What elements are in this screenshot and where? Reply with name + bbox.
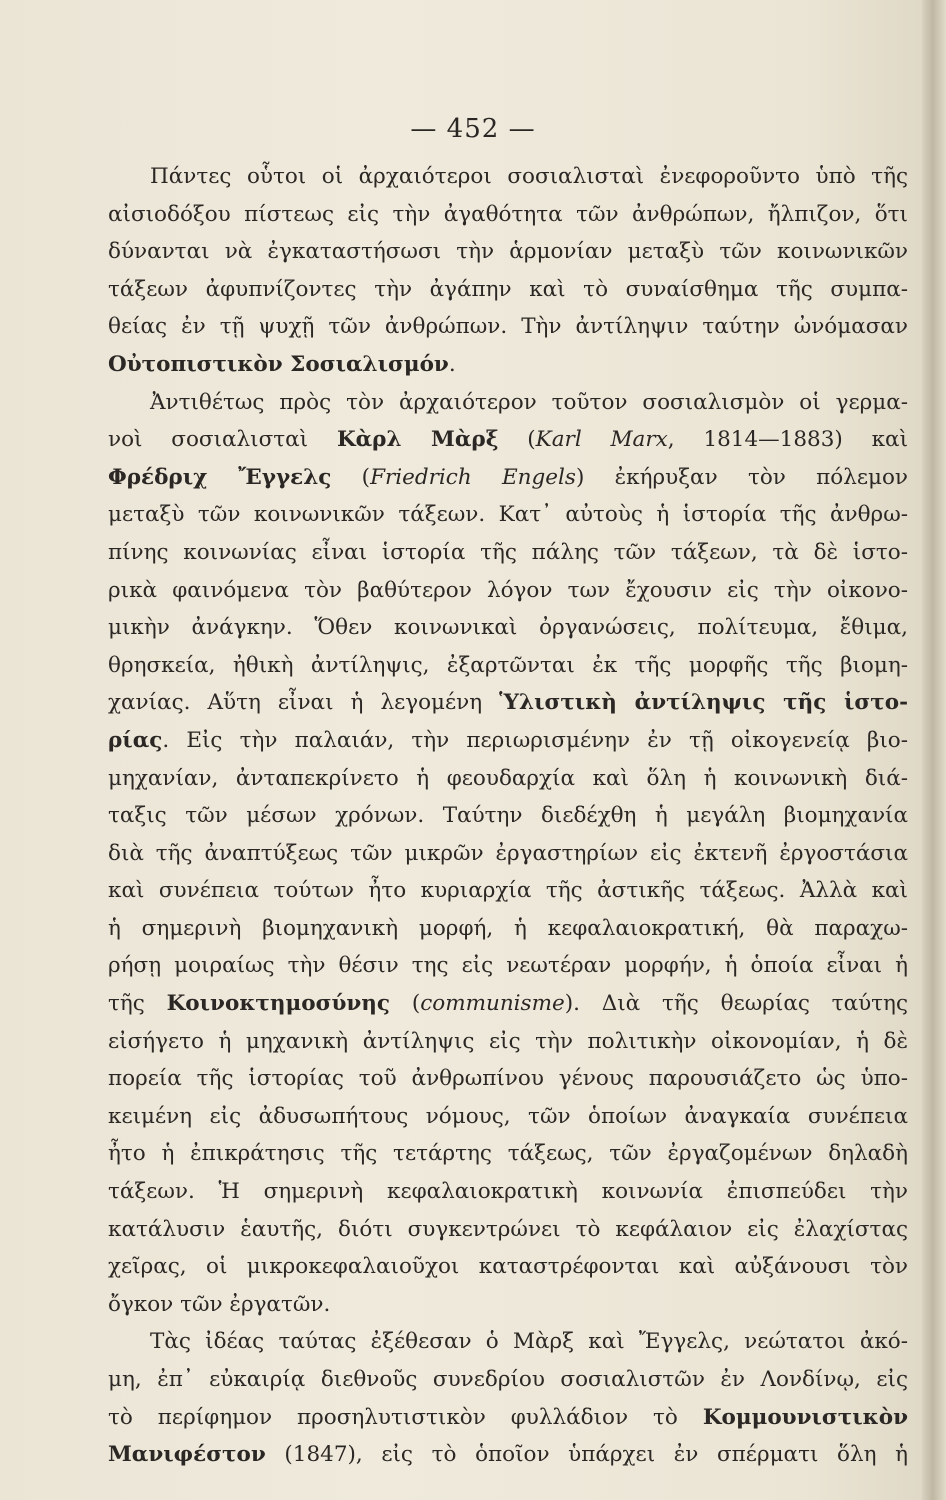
text-line [108,684,908,722]
text-line [108,1173,908,1211]
text-span: τάξεων. Ἡ σημερινὴ κεφαλαιοκρατικὴ κοινωνία ἐπισπεύδει τὴν [108,1179,908,1205]
text-span: πίνης κοινωνίας εἶναι ἱστορία τῆς πάλης τῶν τάξεων, τὰ δὲ ἱστο- [108,539,908,565]
text-span: ἦτο ἡ ἐπικράτησις τῆς τετάρτης τάξεως, τῶν ἐργαζομένων δηλαδὴ [108,1141,908,1167]
text-span: Πάντες οὗτοι οἱ ἀρχαιότεροι σοσιαλισταὶ ἐνεφοροῦντο ὑπὸ τῆς [150,164,908,189]
text-line [108,534,908,572]
text-line [108,158,908,196]
text-span: χανίας. Αὕτη εἶναι ἡ λεγομένη [108,690,500,716]
text-line [108,496,908,534]
text-line [108,947,908,985]
text-span: ( [331,464,371,490]
bold-term: Οὐτοπιστικὸν Σοσιαλισμόν [108,351,449,377]
text-line [108,1286,908,1324]
text-span: ( [498,427,536,453]
page-number: — 452 — [410,114,536,144]
text-line [108,1211,908,1249]
italic-term: Karl Marx [535,427,668,453]
text-line [108,1436,908,1474]
text-span: ταξις τῶν μέσων χρόνων. Ταύτην διεδέχθη ἡ μεγάλη βιομηχανία [108,803,908,829]
text-line [108,910,908,948]
bold-term: Ὑλιστικὴ ἀντίληψις τῆς ἱστο- [499,690,908,716]
text-line [108,835,908,873]
text-line [108,872,908,910]
text-span: ρήσῃ μοιραίως τὴν θέσιν της εἰς νεωτέραν μορφήν, ἡ ὁποία εἶναι ἡ [108,953,908,979]
text-line [108,760,908,798]
bold-term: Κὰρλ Μὰρξ [336,427,499,453]
text-span: καὶ συνέπεια τούτων ἦτο κυριαρχία τῆς ἀστικῆς τάξεως. Ἀλλὰ καὶ [108,878,908,904]
text-span: Τὰς ἰδέας ταύτας ἐξέθεσαν ὁ Μὰρξ καὶ Ἔγγελς, νεώτατοι ἀκό- [150,1329,908,1355]
text-span: μικὴν ἀνάγκην. Ὅθεν κοινωνικαὶ ὀργανώσεις, πολίτευμα, ἔθιμα, [108,615,908,641]
text-line [108,1060,908,1098]
text-span: ). Διὰ τῆς θεωρίας ταύτης [564,991,908,1017]
text-line [108,1323,908,1361]
text-line [108,346,908,384]
text-span: ἡ σημερινὴ βιομηχανικὴ μορφή, ἡ κεφαλαιοκρατική, θὰ παραχω- [108,915,908,941]
bold-term: Κομμουνιστικὸν [702,1404,908,1430]
text-span: κατάλυσιν ἑαυτῆς, διότι συγκεντρώνει τὸ κεφάλαιον εἰς ἐλαχίστας [108,1216,908,1242]
text-span: μηχανίαν, ἀνταπεκρίνετο ἡ φεουδαρχία καὶ ὅλη ἡ κοινωνικὴ διά- [108,765,908,791]
text-span: εἰσήγετο ἡ μηχανικὴ ἀντίληψις εἰς τὴν πολιτικὴν οἰκονομίαν, ἡ δὲ [108,1028,908,1054]
text-line [108,1023,908,1061]
text-line [108,196,908,234]
text-span: (1847), εἰς τὸ ὁποῖον ὑπάρχει ἐν σπέρματι ὅλη ἡ [265,1442,908,1468]
text-span: κειμένη εἰς ἀδυσωπήτους νόμους, τῶν ὁποίων ἀναγκαία συνέπεια [108,1103,908,1129]
body-text [108,158,908,1474]
text-line [108,609,908,647]
text-span: χεῖρας, οἱ μικροκεφαλαιοῦχοι καταστρέφονται καὶ αὐξάνουσι τὸν [108,1254,908,1280]
text-span: . Εἰς τὴν παλαιάν, τὴν περιωρισμένην ἐν τῇ οἰκογενείᾳ βιο- [162,727,908,753]
text-line [108,797,908,835]
italic-term: communisme [420,991,565,1017]
bold-term: Μανιφέστον [108,1442,266,1468]
text-span: ὄγκον τῶν ἐργατῶν. [108,1291,331,1317]
italic-term: Friedrich Engels [370,464,576,490]
text-line [108,233,908,271]
text-span: Ἀντιθέτως πρὸς τὸν ἀρχαιότερον τοῦτον σοσιαλισμὸν οἱ γερμα- [150,389,908,415]
text-span: ) ἐκήρυξαν τὸν πόλεμον [575,464,908,490]
text-line [108,1135,908,1173]
text-span: θείας ἐν τῇ ψυχῇ τῶν ἀνθρώπων. Τὴν ἀντίληψιν ταύτην ὠνόμασαν [108,314,908,340]
text-line [108,722,908,760]
text-span: μεταξὺ τῶν κοινωνικῶν τάξεων. Κατ᾽ αὐτοὺς ἡ ἱστορία τῆς ἀνθρω- [108,502,908,528]
bold-term: Φρέδριχ Ἔγγελς [108,464,332,490]
text-span: μη, ἐπ᾽ εὐκαιρίᾳ διεθνοῦς συνεδρίου σοσιαλιστῶν ἐν Λονδίνῳ, εἰς [108,1367,908,1392]
text-line [108,271,908,309]
text-line [108,308,908,346]
text-line [108,1399,908,1437]
text-span: δύνανται νὰ ἐγκαταστήσωσι τὴν ἁρμονίαν μεταξὺ τῶν κοινωνικῶν [108,239,908,265]
text-span: τὸ περίφημον προσηλυτιστικὸν φυλλάδιον τὸ [108,1404,703,1430]
text-line [108,572,908,610]
text-line [108,1098,908,1136]
text-span: ( [390,991,421,1017]
text-span: . [448,351,456,377]
text-line [108,985,908,1023]
page-edge-shadow [922,0,946,1500]
text-span: θρησκεία, ἠθικὴ ἀντίληψις, ἐξαρτῶνται ἐκ τῆς μορφῆς τῆς βιομη- [108,652,908,678]
text-span: ρικὰ φαινόμενα τὸν βαθύτερον λόγον των ἔχουσιν εἰς τὴν οἰκονο- [108,577,908,603]
text-line [108,1361,908,1399]
bold-term: Κοινοκτημοσύνης [166,991,391,1017]
text-span: , 1814—1883) καὶ [667,427,908,453]
text-line [108,384,908,422]
text-line [108,459,908,497]
text-span: νοὶ σοσιαλισταὶ [108,427,337,453]
text-span: πορεία τῆς ἱστορίας τοῦ ἀνθρωπίνου γένους παρουσιάζετο ὡς ὑπο- [108,1066,908,1092]
text-line [108,647,908,685]
text-line [108,1248,908,1286]
text-span: τάξεων ἀφυπνίζοντες τὴν ἀγάπην καὶ τὸ συναίσθημα τῆς συμπα- [108,276,908,302]
text-span: τῆς [108,991,167,1017]
text-span: αἰσιοδόξου πίστεως εἰς τὴν ἀγαθότητα τῶν ἀνθρώπων, ἤλπιζον, ὅτι [108,201,908,227]
text-line [108,421,908,459]
text-span: διὰ τῆς ἀναπτύξεως τῶν μικρῶν ἐργαστηρίων εἰς ἐκτενῆ ἐργοστάσια [108,840,908,866]
bold-term: ρίας [108,727,163,753]
